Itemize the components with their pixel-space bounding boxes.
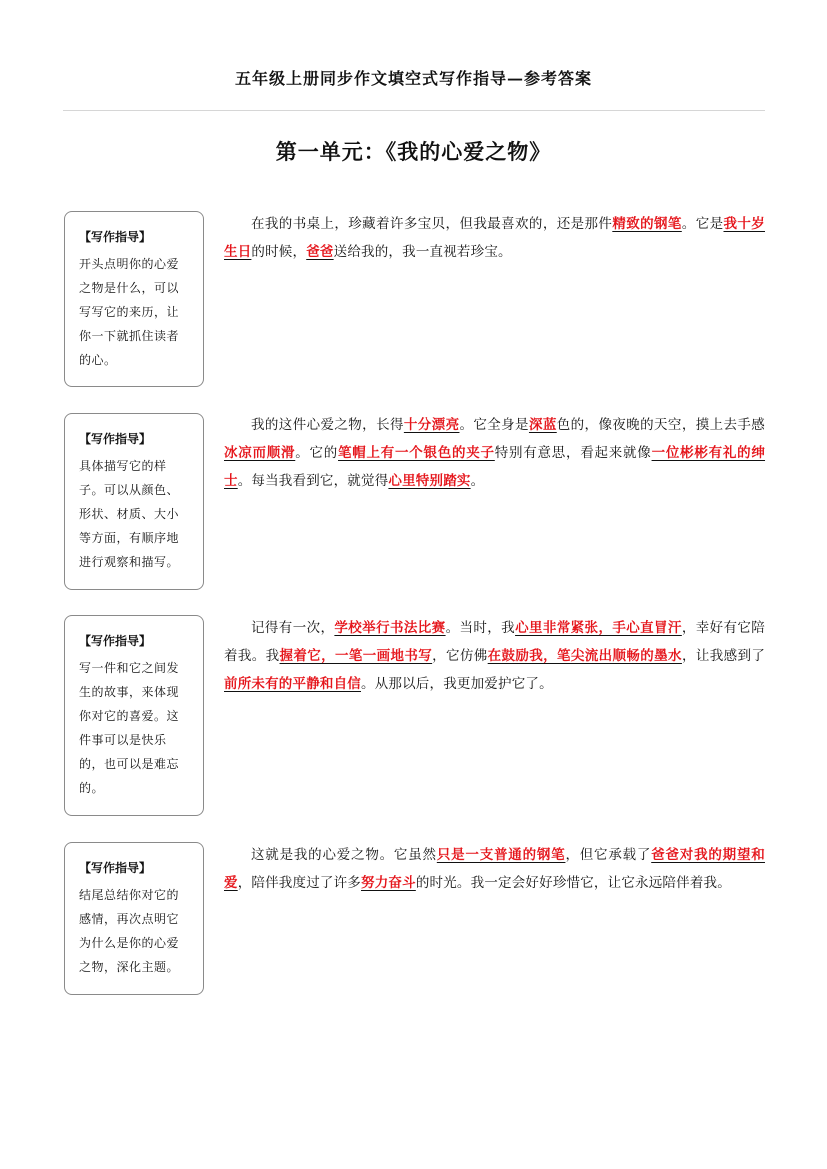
answer-blank: 我十岁生日 (224, 216, 765, 260)
guide-label: 【写作指导】 (79, 230, 152, 244)
paragraph-1 (224, 210, 765, 266)
guide-text: 写一件和它之间发生的故事，来体现你对它的喜爱。这件事可以是快乐的，也可以是难忘的。 (79, 661, 180, 795)
text-run: ，但它承载了 (565, 847, 652, 863)
answer-blank: 心里特别踏实 (388, 473, 471, 489)
text-run: ，幸好有它陪着我。我 (224, 620, 766, 664)
answer-blank: 冰凉而顺滑 (224, 445, 296, 461)
answer-blank: 十分漂亮 (403, 417, 460, 433)
text-run: 。 (470, 473, 485, 489)
text-run: ，它仿佛 (432, 648, 488, 664)
text-run: 的时候， (251, 244, 307, 260)
text-run: 。从那以后，我更加爱护它了。 (361, 676, 553, 692)
text-run: 。当时，我 (445, 620, 516, 636)
text-run: 送给我的，我一直视若珍宝。 (333, 244, 512, 260)
guide-label: 【写作指导】 (79, 432, 152, 446)
answer-blank: 握着它，一笔一画地书写 (279, 648, 433, 664)
document-header: 五年级上册同步作文填空式写作指导—参考答案 (234, 69, 592, 88)
text-run: 。它是 (681, 216, 724, 232)
guide-text: 具体描写它的样子。可以从颜色、形状、材质、大小等方面，有顺序地进行观察和描写。 (79, 459, 180, 569)
answer-blank: 只是一支普通的钢笔 (436, 847, 566, 863)
text-run: 这就是我的心爱之物。它虽然 (251, 847, 437, 863)
answer-blank: 爸爸对我的期望和爱 (224, 847, 765, 891)
answer-blank: 深蓝 (528, 417, 557, 433)
text-run: 的时光。我一定会好好珍惜它，让它永远陪伴着我。 (415, 875, 731, 891)
writing-guide-box-1 (64, 211, 204, 387)
text-run: ，让我感到了 (681, 648, 766, 664)
guide-text: 结尾总结你对它的感情，再次点明它为什么是你的心爱之物，深化主题。 (79, 888, 180, 974)
text-run: ，陪伴我度过了许多 (237, 875, 362, 891)
text-run: 我的这件心爱之物，长得 (251, 417, 404, 433)
answer-blank: 爸爸 (306, 244, 334, 260)
paragraph-4 (224, 841, 765, 897)
text-run: 记得有一次， (251, 620, 335, 636)
guide-label: 【写作指导】 (79, 634, 152, 648)
unit-title: 第一单元：《我的心爱之物》 (275, 139, 552, 164)
header-divider (63, 110, 765, 111)
writing-guide-box-2 (64, 413, 204, 590)
answer-blank: 学校举行书法比赛 (334, 620, 446, 636)
answer-blank: 一位彬彬有礼的绅士 (224, 445, 766, 489)
writing-guide-box-4 (64, 842, 204, 995)
guide-text: 开头点明你的心爱之物是什么，可以写写它的来历，让你一下就抓住读者的心。 (79, 257, 180, 367)
text-run: 。它的 (295, 445, 339, 461)
paragraph-3 (224, 614, 765, 698)
text-run: 特别有意思，看起来就像 (494, 445, 652, 461)
paragraph-2 (224, 411, 765, 495)
guide-label: 【写作指导】 (79, 861, 152, 875)
text-run: 。它全身是 (459, 417, 529, 433)
answer-blank: 前所未有的平静和自信 (224, 676, 361, 692)
text-run: 。每当我看到它，就觉得 (237, 473, 389, 489)
writing-guide-box-3 (64, 615, 204, 816)
answer-blank: 精致的钢笔 (612, 216, 682, 232)
answer-blank: 努力奋斗 (361, 875, 416, 891)
text-run: 在我的书桌上，珍藏着许多宝贝，但我最喜欢的，还是那件 (251, 216, 613, 232)
answer-blank: 笔帽上有一个银色的夹子 (338, 445, 495, 461)
text-run: 色的，像夜晚的天空，摸上去手感 (556, 417, 766, 433)
answer-blank: 在鼓励我，笔尖流出顺畅的墨水 (487, 648, 682, 664)
answer-blank: 心里非常紧张，手心直冒汗 (515, 620, 682, 636)
